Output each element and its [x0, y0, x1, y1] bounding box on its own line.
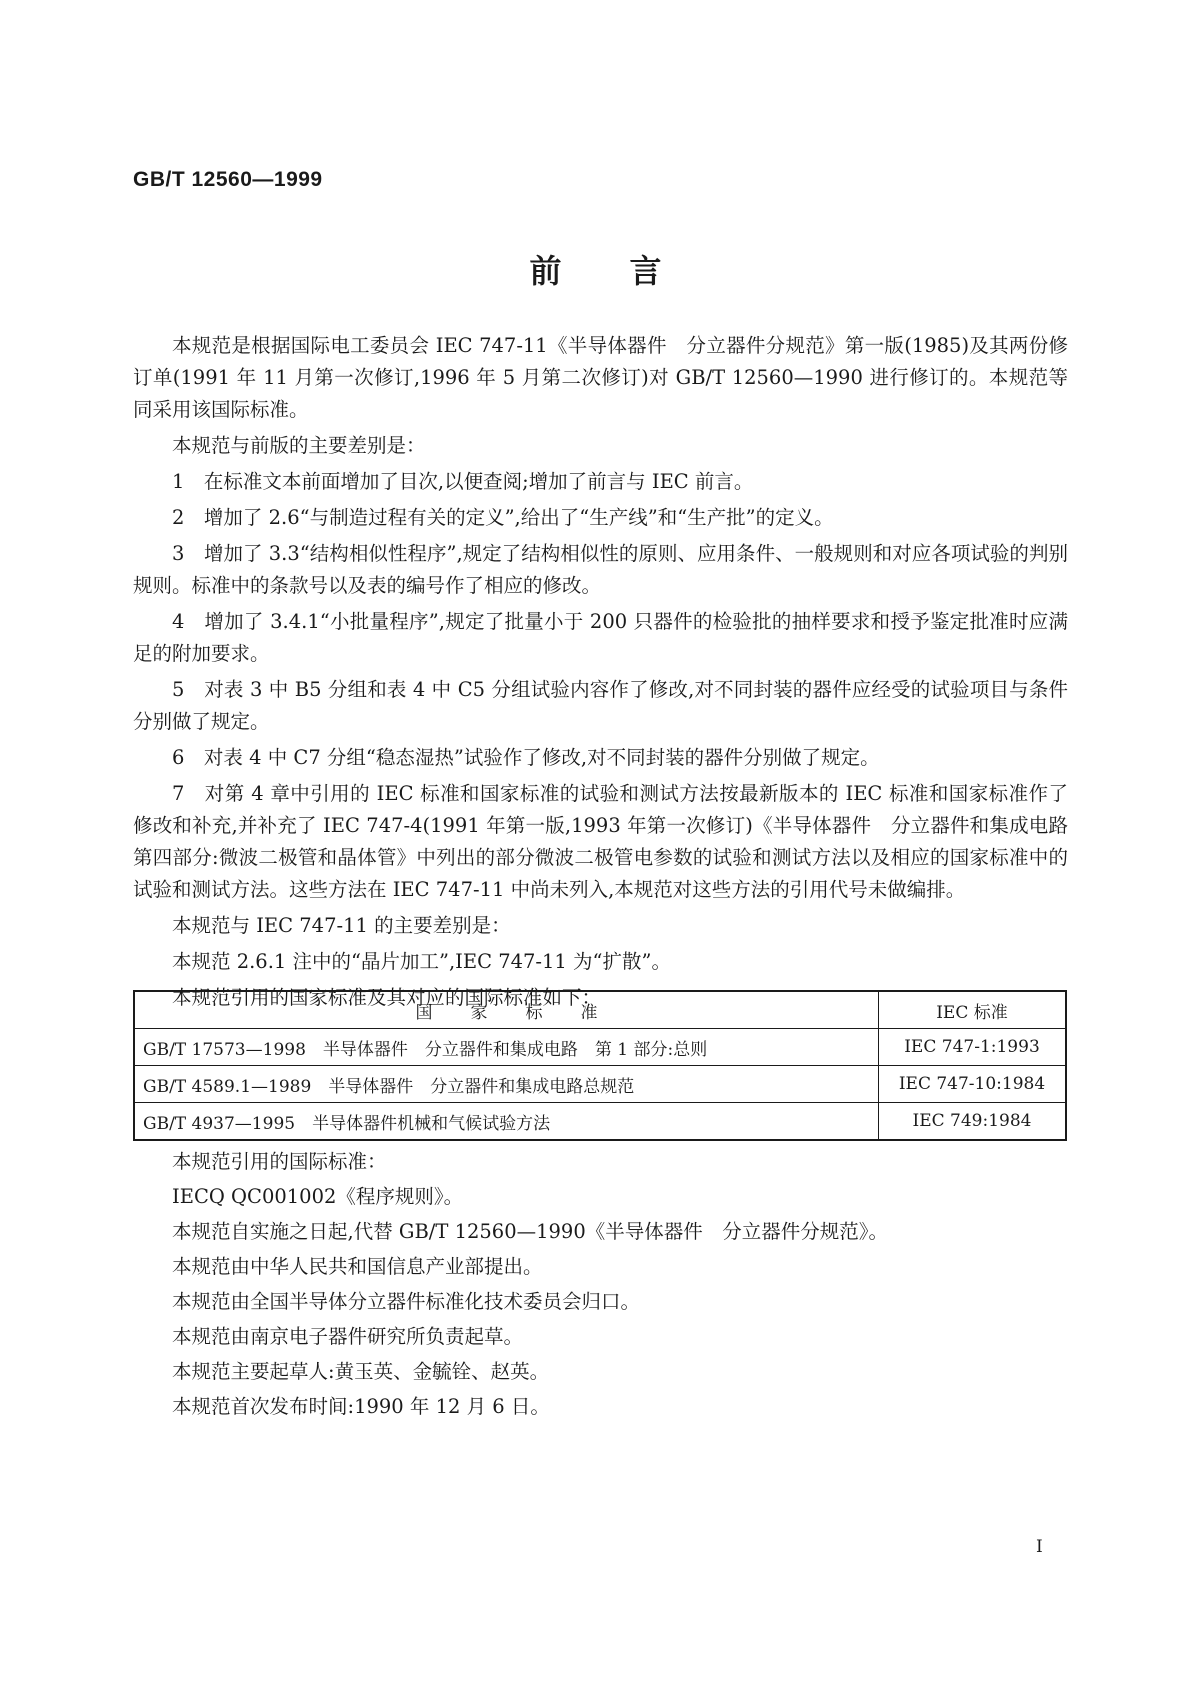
list-item: 1 在标准文本前面增加了目次,以便查阅;增加了前言与 IEC 前言。	[172, 470, 754, 493]
table-header-national: 国家标准	[134, 991, 879, 1029]
table-cell-national: GB/T 4589.1—1989 半导体器件 分立器件和集成电路总规范	[134, 1066, 879, 1103]
standards-table	[133, 990, 1067, 1141]
paragraph: 本规范主要起草人:黄玉英、金毓铨、赵英。	[172, 1360, 550, 1383]
standard-code: GB/T 12560—1999	[133, 168, 323, 191]
table-cell-national: GB/T 17573—1998 半导体器件 分立器件和集成电路 第 1 部分:总则	[134, 1029, 879, 1066]
table-cell-iec: IEC 747-1:1993	[879, 1029, 1067, 1066]
paragraph: 本规范 2.6.1 注中的“晶片加工”,IEC 747-11 为“扩散”。	[172, 950, 671, 973]
foreword-tail	[133, 1146, 1068, 1426]
table-header-iec: IEC 标准	[879, 991, 1067, 1029]
paragraph: 本规范由中华人民共和国信息产业部提出。	[172, 1255, 543, 1278]
list-item: 6 对表 4 中 C7 分组“稳态湿热”试验作了修改,对不同封装的器件分别做了规定。	[172, 746, 880, 769]
paragraph: 本规范由全国半导体分立器件标准化技术委员会归口。	[172, 1290, 641, 1313]
table-row	[134, 1066, 1066, 1103]
paragraph: 本规范首次发布时间:1990 年 12 月 6 日。	[172, 1395, 550, 1418]
paragraph: 本规范由南京电子器件研究所负责起草。	[172, 1325, 524, 1348]
list-item: 4 增加了 3.4.1“小批量程序”,规定了批量小于 200 只器件的检验批的抽样要求和授予鉴定批准时应满足的附加要求。	[133, 610, 1068, 665]
table-cell-national: GB/T 4937—1995 半导体器件机械和气候试验方法	[134, 1103, 879, 1141]
table-header-row	[134, 991, 1066, 1029]
paragraph: 本规范引用的国家标准及其对应的国际标准如下：	[172, 986, 602, 1009]
paragraph: 本规范是根据国际电工委员会 IEC 747-11《半导体器件 分立器件分规范》第一版(1985)及其两份修订单(1991 年 11 月第一次修订,1996 年 5 月第二次修订)对 GB/T 12560—1990 进行修订的。本规范等同采用该国际标准。	[133, 334, 1068, 421]
paragraph: 本规范自实施之日起,代替 GB/T 12560—1990《半导体器件 分立器件分规范》。	[172, 1220, 888, 1243]
list-item: 3 增加了 3.3“结构相似性程序”,规定了结构相似性的原则、应用条件、一般规则和对应各项试验的判别规则。标准中的条款号以及表的编号作了相应的修改。	[133, 542, 1068, 597]
paragraph: 本规范与 IEC 747-11 的主要差别是：	[172, 914, 511, 937]
page-title: 前言	[529, 252, 730, 290]
table-cell-iec: IEC 749:1984	[879, 1103, 1067, 1141]
table-row	[134, 1103, 1066, 1141]
table-row	[134, 1029, 1066, 1066]
list-item: 5 对表 3 中 B5 分组和表 4 中 C5 分组试验内容作了修改,对不同封装的器件应经受的试验项目与条件分别做了规定。	[133, 678, 1068, 733]
paragraph: IECQ QC001002《程序规则》。	[172, 1185, 464, 1208]
table-cell-iec: IEC 747-10:1984	[879, 1066, 1067, 1103]
paragraph: 本规范引用的国际标准：	[172, 1150, 387, 1173]
list-item: 2 增加了 2.6“与制造过程有关的定义”,给出了“生产线”和“生产批”的定义。	[172, 506, 834, 529]
page-number: I	[1036, 1537, 1043, 1557]
list-item: 7 对第 4 章中引用的 IEC 标准和国家标准的试验和测试方法按最新版本的 IEC 标准和国家标准作了修改和补充,并补充了 IEC 747-4(1991 年第一版,1993 年第一次修订)《半导体器件 分立器件和集成电路 第四部分:微波二极管和晶体管》中列出的部分微波二极管电参数的试验和测试方法以及相应的国家标准中的试验和测试方法。这些方法在 IEC 747-11 中尚未列入,本规范对这些方法的引用代号未做编排。	[133, 782, 1088, 901]
foreword-body	[133, 330, 1088, 1018]
paragraph: 本规范与前版的主要差别是：	[172, 434, 426, 457]
